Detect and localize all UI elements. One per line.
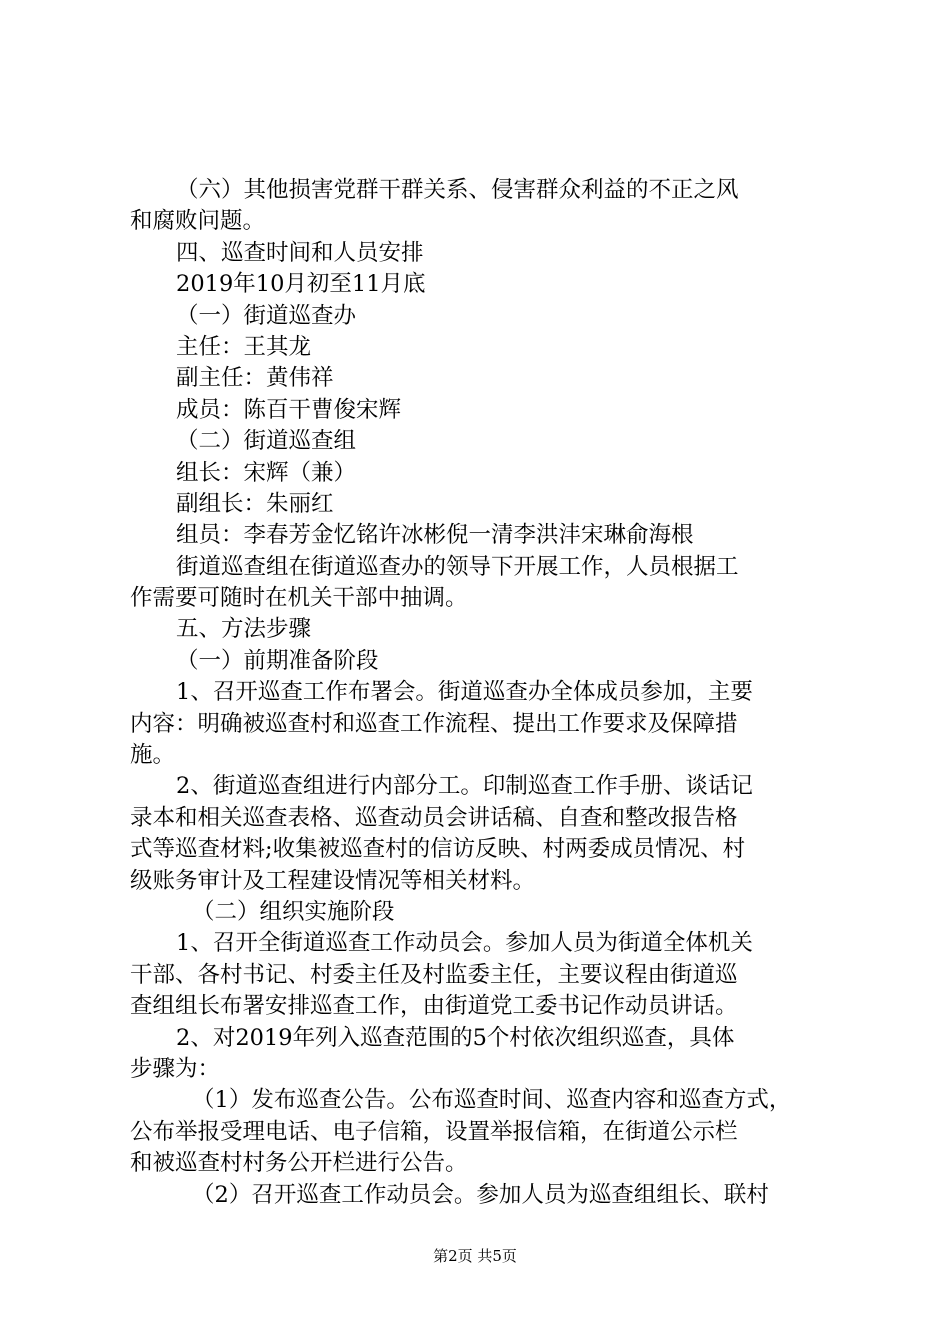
text-line: 查组组长布署安排巡查工作，由街道党工委书记作动员讲话。	[130, 993, 738, 1020]
text-line: 1、召开巡查工作布署会。街道巡查办全体成员参加，主要	[176, 679, 753, 706]
text-line: 干部、各村书记、村委主任及村监委主任，主要议程由街道巡	[130, 961, 738, 988]
page-number: 第2页 共5页	[433, 1247, 517, 1265]
section-heading: 五、方法步骤	[176, 616, 312, 643]
text-line: 内容：明确被巡查村和巡查工作流程、提出工作要求及保障措	[130, 710, 738, 737]
text-line: 级账务审计及工程建设情况等相关材料。	[130, 867, 536, 894]
text-line: 副主任：黄伟祥	[176, 365, 334, 392]
text-line: 街道巡查组在街道巡查办的领导下开展工作，人员根据工	[176, 553, 739, 580]
text-line: 和被巡查村村务公开栏进行公告。	[130, 1150, 468, 1177]
text-line: 副组长：朱丽红	[176, 490, 334, 517]
text-line: 和腐败问题。	[130, 208, 266, 235]
section-heading: 四、巡查时间和人员安排	[176, 239, 424, 266]
subsection-heading: （二）街道巡查组	[176, 428, 357, 455]
text-line: 施。	[130, 742, 176, 769]
text-line: 式等巡查材料;收集被巡查村的信访反映、村两委成员情况、村	[130, 836, 746, 863]
text-line: 2019年10月初至11月底	[176, 271, 426, 298]
text-line: 组长：宋辉（兼）	[176, 459, 357, 486]
subsection-heading: （二）组织实施阶段	[192, 898, 395, 925]
text-line: 步骤为：	[130, 1055, 221, 1082]
text-line: 1、召开全街道巡查工作动员会。参加人员为街道全体机关	[176, 930, 753, 957]
text-line: （1）发布巡查公告。公布巡查时间、巡查内容和巡查方式，	[192, 1087, 792, 1114]
text-line: 2、对2019年列入巡查范围的5个村依次组织巡查，具体	[176, 1024, 735, 1051]
subsection-heading: （一）前期准备阶段	[176, 647, 379, 674]
text-line: 录本和相关巡查表格、巡查动员会讲话稿、自查和整改报告格	[130, 804, 738, 831]
text-line: 组员：李春芳金忆铭许冰彬倪一清李洪沣宋琳俞海根	[176, 522, 694, 549]
text-line: 作需要可随时在机关干部中抽调。	[130, 585, 468, 612]
document-body	[130, 175, 830, 1211]
text-line: 2、街道巡查组进行内部分工。印制巡查工作手册、谈话记	[176, 773, 753, 800]
text-line: 公布举报受理电话、电子信箱，设置举报信箱，在街道公示栏	[130, 1118, 738, 1145]
subsection-heading: （一）街道巡查办	[176, 302, 357, 329]
text-line: 主任：王其龙	[176, 333, 312, 360]
text-line: （六）其他损害党群干群关系、侵害群众利益的不正之风	[176, 177, 739, 203]
text-line: 成员：陈百干曹俊宋辉	[176, 396, 402, 423]
text-line: （2）召开巡查工作动员会。参加人员为巡查组组长、联村	[192, 1181, 769, 1208]
